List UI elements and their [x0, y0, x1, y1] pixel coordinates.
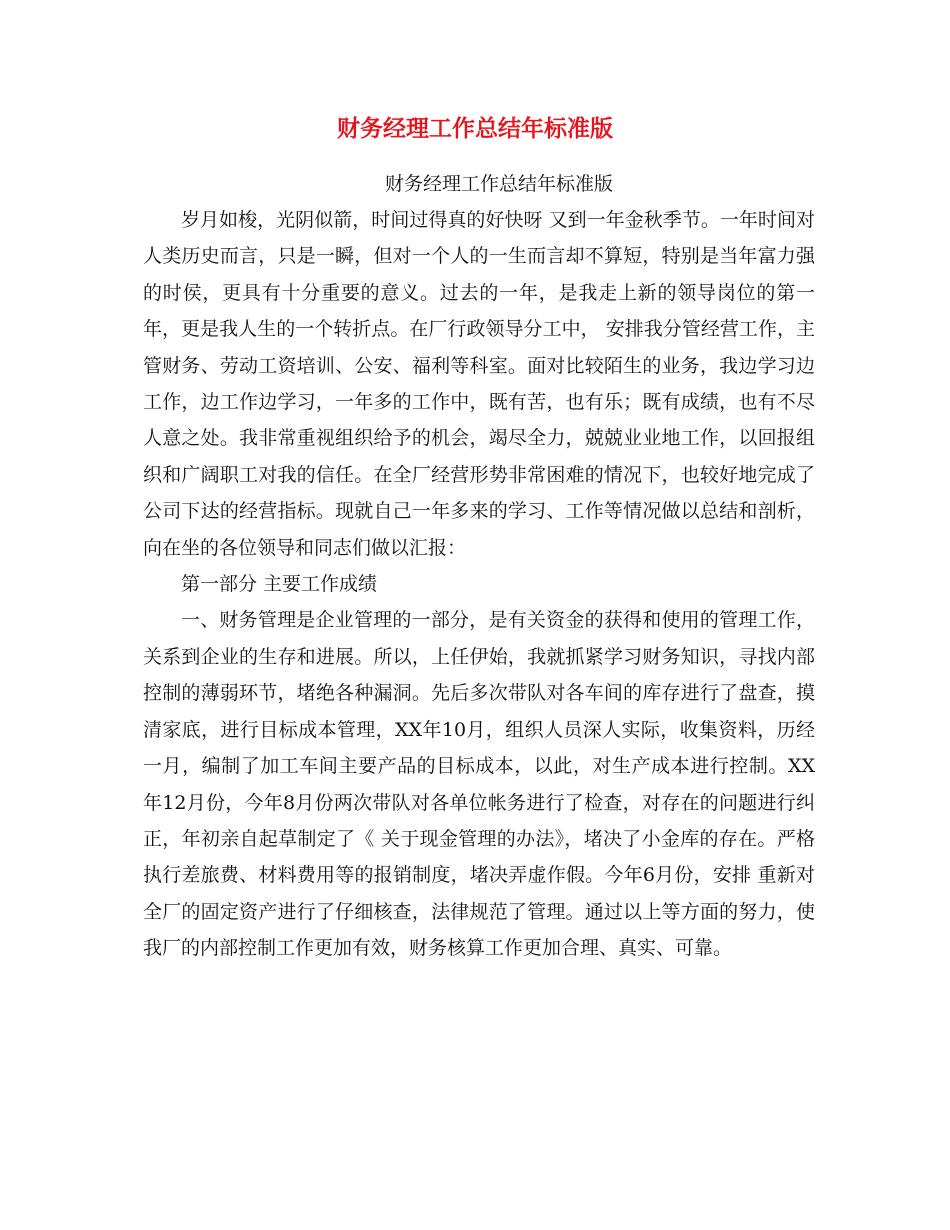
document-title: 财务经理工作总结年标准版 — [337, 115, 613, 142]
paragraph-intro: 岁月如梭，光阴似箭，时间过得真的好快呀 又到一年金秋季节。一年时间对人类历史而言，只是一瞬，但对一个人的一生而言却不算短，特别是当年富力强的时侯，更具有十分重要的意义。过去的一年，是我走上新的领导岗位的第一年，更是我人生的一个转折点。在厂行政领导分工中， 安排我分管经营工作，主管财务、劳动工资培训、公安、福利等科室。面对比较陌生的业务，我边学习边工作，边工作边学习，一年多的工作中，既有苦，也有乐；既有成绩，也有不尽人意之处。我非常重视组织给予的机会，竭尽全力，兢兢业业地工作，以回报组织和广阔职工对我的信任。在全厂经营形势非常困难的情况下，也较好地完成了公司下达的经营指标。现就自己一年多来的学习、工作等情况做以总结和剖析，向在坐的各位领导和同志们做以汇报： — [143, 209, 815, 559]
paragraph-finance: 一、财务管理是企业管理的一部分，是有关资金的获得和使用的管理工作，关系到企业的生存和进展。所以，上任伊始，我就抓紧学习财务知识，寻找内部控制的薄弱环节，堵绝各种漏洞。先后多次带队对各车间的库存进行了盘查，摸清家底，进行目标成本管理，XX年10月，组织人员深人实际，收集资料，历经一月，编制了加工车间主要产品的目标成本，以此，对生产成本进行控制。XX年12月份，今年8月份两次带队对各单位帐务进行了检查，对存在的问题进行纠正，年初亲自起草制定了《 关于现金管理的办法》，堵决了小金库的存在。严格执行差旅费、材料费用等的报销制度，堵决弄虚作假。今年6月份，安排 重新对全厂的固定资产进行了仔细核查，法律规范了管理。通过以上等方面的努力，使我厂的内部控制工作更加有效，财务核算工作更加合理、真实、可靠。 — [143, 609, 815, 960]
document-body — [143, 166, 815, 967]
section-heading: 第一部分 主要工作成绩 — [181, 573, 378, 596]
document-subtitle: 财务经理工作总结年标准版 — [384, 173, 613, 195]
